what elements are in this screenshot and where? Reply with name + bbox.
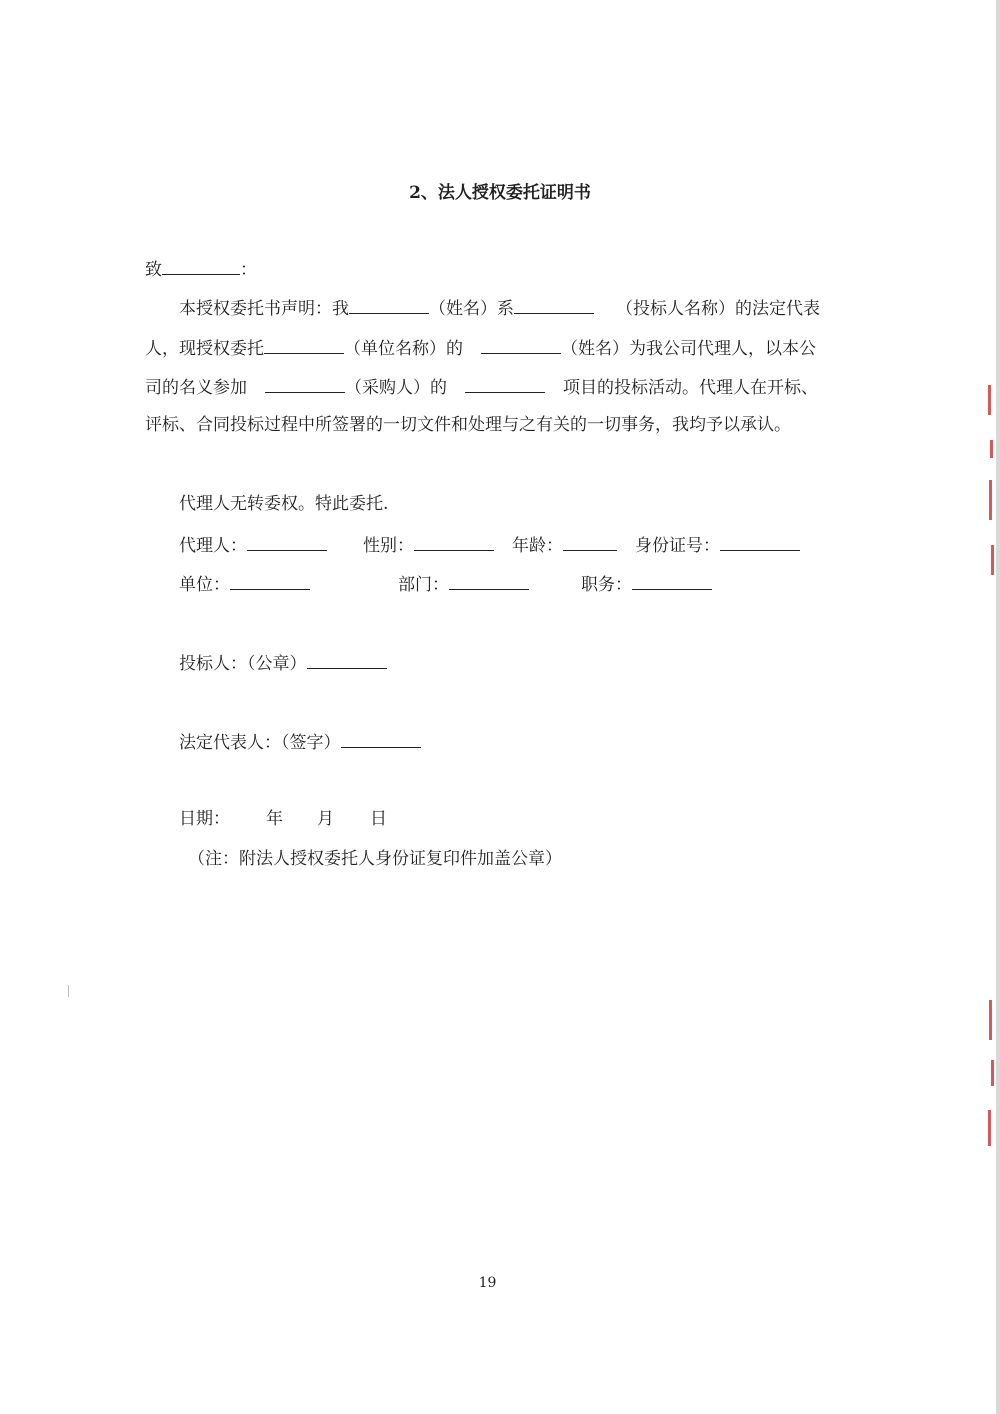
attachment-note: （注：附法人授权委托人身份证复印件加盖公章） [188, 849, 562, 869]
unit-blank[interactable] [230, 571, 310, 590]
position-blank[interactable] [632, 571, 712, 590]
paragraph-line-2 [145, 335, 816, 361]
p3-text-a: 司的名义参加 [145, 378, 247, 398]
year-label: 年 [266, 809, 283, 829]
p2-text-c: （姓名）为我公司代理人，以本公 [561, 339, 816, 359]
agent-label: 代理人： [179, 536, 247, 556]
legal-rep-label: 法定代表人：（签字） [179, 733, 341, 753]
project-blank[interactable] [465, 374, 545, 393]
p1-text-a: 本授权委托书声明：我 [179, 299, 349, 319]
p2-text-a: 人，现授权委托 [145, 339, 264, 359]
to-suffix: ： [240, 260, 257, 280]
p3-text-b: （采购人）的 [345, 378, 447, 398]
scan-edge-shadow [996, 0, 1000, 1414]
seal-fragment-3 [989, 480, 992, 520]
bidder-name-blank[interactable] [514, 295, 594, 314]
no-transfer-statement: 代理人无转委权。特此委托. [179, 494, 389, 514]
seal-fragment-6 [991, 1060, 994, 1086]
to-prefix: 致 [145, 260, 162, 280]
position-label: 职务： [581, 575, 632, 595]
unit-label: 单位： [179, 575, 230, 595]
addressee-blank[interactable] [162, 256, 240, 275]
seal-fragment-7 [988, 1110, 991, 1146]
page-number: 19 [478, 1275, 497, 1291]
age-label: 年龄： [512, 536, 563, 556]
purchaser-blank[interactable] [265, 374, 345, 393]
day-label: 日 [370, 809, 387, 829]
date-label: 日期： [179, 809, 230, 829]
bidder-seal-blank[interactable] [307, 650, 387, 669]
dept-blank[interactable] [449, 571, 529, 590]
age-blank[interactable] [563, 532, 617, 551]
p2-text-b: （单位名称）的 [344, 339, 463, 359]
p1-text-c: （投标人名称）的法定代表 [616, 299, 820, 319]
gender-blank[interactable] [414, 532, 494, 551]
seal-fragment-5 [989, 1000, 992, 1040]
name-blank-1[interactable] [349, 295, 429, 314]
seal-fragment-1 [988, 385, 991, 415]
p3-text-c: 项目的投标活动。代理人在开标、 [563, 378, 818, 398]
month-label: 月 [317, 809, 334, 829]
paragraph-line-4: 评标、合同投标过程中所签署的一切文件和处理与之有关的一切事务，我均予以承认。 [145, 415, 791, 435]
legal-rep-row [179, 729, 421, 755]
seal-fragment-4 [991, 545, 994, 575]
date-row [179, 807, 387, 831]
bidder-seal-row [179, 650, 387, 676]
id-label: 身份证号： [635, 536, 720, 556]
addressee-line [145, 256, 257, 282]
paragraph-line-1 [179, 295, 820, 321]
bidder-label: 投标人：（公章） [179, 654, 307, 674]
agent-blank[interactable] [247, 532, 327, 551]
unit-name-blank[interactable] [264, 335, 344, 354]
seal-fragment-2 [990, 440, 993, 458]
legal-rep-signature-blank[interactable] [341, 729, 421, 748]
document-title: 2、法人授权委托证明书 [409, 183, 591, 203]
agent-info-row [179, 532, 800, 558]
unit-info-row [179, 571, 712, 597]
gender-label: 性别： [363, 536, 414, 556]
id-blank[interactable] [720, 532, 800, 551]
paragraph-line-3 [145, 374, 818, 400]
dept-label: 部门： [398, 575, 449, 595]
p1-text-b: （姓名）系 [429, 299, 514, 319]
agent-name-blank[interactable] [481, 335, 561, 354]
scan-speck [68, 985, 69, 997]
